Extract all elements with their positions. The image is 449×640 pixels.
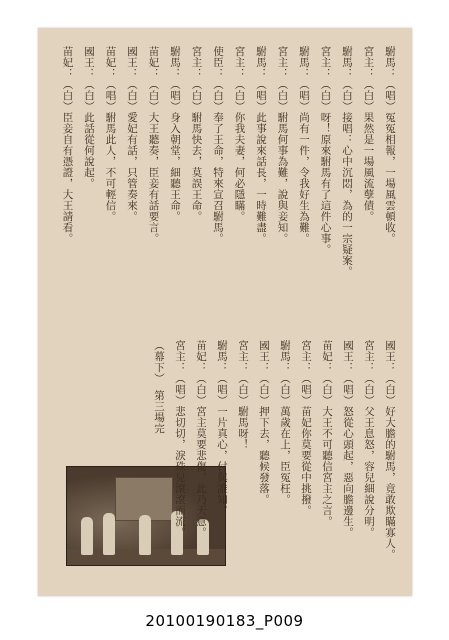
script-line-column: 宮主：（白）駙馬何事為難，說與妾知。 (276, 46, 289, 244)
scan-id-caption: 20100190183_P009 (145, 612, 304, 630)
script-line-column: 宮主：（白）呀！原來駙馬有了這件心事。 (319, 46, 332, 255)
script-line-column: 國王：（白）此話從何說起。 (83, 46, 95, 189)
script-line-column: 苗妃：（白）宮主莫要悲傷，此乃天意。 (195, 340, 207, 538)
script-line-column: 駙馬：（白）接唱：心中沉悶，為的一宗疑案。 (341, 46, 353, 277)
script-line-column: 駙馬：（唱）尚有一件，令我好生為難。 (298, 46, 310, 244)
script-line-column: 駙馬：（唱）身入朝堂，細聽王命。 (169, 46, 181, 222)
performer-figure (103, 513, 115, 555)
lower-text-block (38, 326, 412, 596)
script-line-column: 宮主：（白）駙馬呀！ (237, 340, 249, 450)
script-line-column: 宮主：（唱）悲切切，淚珠兒滾滾而流。 (174, 340, 186, 538)
script-line-column: 國王：（白）好大膽的駙馬，竟敢欺瞞寡人。 (384, 340, 396, 560)
script-line-column: 駙馬：（唱）冤冤相報，一場風雲頓收。 (384, 46, 396, 244)
script-line-column: 國王：（唱）怒從心頭起，惡向膽邊生。 (342, 340, 354, 538)
script-line-column: 國王：（白）愛妃有話，只管奏來。 (126, 46, 138, 222)
script-line-column: 宮主：（白）父王息怒，容兒細說分明。 (363, 340, 375, 538)
script-line-column: 國王：（白）押下去，聽候發落。 (258, 340, 270, 505)
performer-figure (139, 515, 151, 555)
script-line-column: 使臣：（白）奉了王命，特來宣召駙馬。 (212, 46, 224, 244)
performer-figure (81, 517, 93, 555)
script-line-column: 駙馬：（唱）此事說來話長，一時難盡。 (255, 46, 267, 244)
script-line-column: 駙馬：（白）萬歲在上，臣冤枉。 (279, 340, 291, 505)
program-page (38, 28, 412, 596)
script-line-column: 苗妃：（唱）駙馬此人，不可輕信。 (104, 46, 117, 222)
script-line-column: 苗妃：（白）大王不可聽信宮主之言。 (321, 340, 333, 527)
script-line-column: 苗妃：（白）臣妾自有憑證，大王請看。 (61, 46, 74, 244)
script-line-column: 宮主：（白）果然是一場風流孽債。 (362, 46, 375, 222)
script-line-column: 宮主：（白）駙馬快去，莫誤王命。 (190, 46, 203, 222)
upper-text-block (38, 28, 412, 312)
script-line-column: 宮主：（唱）苗妃你莫要從中挑撥。 (300, 340, 312, 516)
script-line-column: （幕下） 第三場完 (153, 340, 165, 434)
script-line-column: 駙馬：（唱）一片真心，付與誰知。 (216, 340, 228, 516)
script-line-column: 苗妃：（白）大王聽奏，臣妾有話要言。 (147, 46, 160, 244)
script-line-column: 宮主：（白）你我夫妻，何必隱瞞。 (233, 46, 246, 222)
